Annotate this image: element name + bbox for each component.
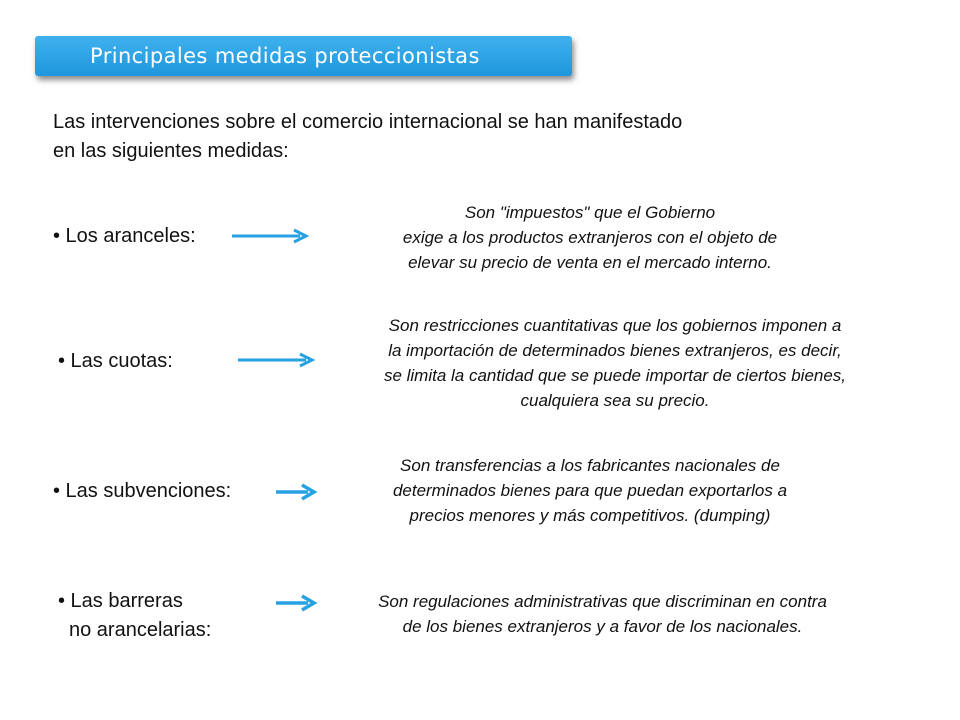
measure-label-subvenciones: • Las subvenciones: [53,480,232,502]
measure-description-cuotas [315,313,915,413]
description-line: Son transferencias a los fabricantes nacionales de [400,456,780,475]
description-line: la importación de determinados bienes extranjeros, es decir, [388,341,842,360]
measure-label-aranceles: • Los aranceles: [53,225,196,247]
measure-description-barreras [315,589,890,639]
intro-line-1: Las intervenciones sobre el comercio internacional se han manifestado [53,111,683,133]
description-line: Son restricciones cuantitativas que los gobiernos imponen a [388,316,842,335]
measure-label-line-2: no arancelarias: [69,619,212,641]
description-line: Son regulaciones administrativas que discriminan en contra [378,592,827,611]
intro-line-2: en las siguientes medidas: [53,140,289,162]
measure-label-barreras [58,587,211,645]
measure-label-cuotas: • Las cuotas: [58,350,173,372]
description-line: cualquiera sea su precio. [520,391,710,410]
measure-label-line-1: • Las barreras [58,590,183,612]
title-banner [35,36,572,76]
description-line: Son "impuestos" que el Gobierno [464,203,716,222]
intro-paragraph [53,108,853,166]
page-title: Principales medidas proteccionistas [90,44,480,68]
description-line: exige a los productos extranjeros con el objeto de [402,228,778,247]
description-line: determinados bienes para que puedan exportarlos a [392,481,788,500]
description-line: de los bienes extranjeros y a favor de los nacionales. [402,617,803,636]
description-line: elevar su precio de venta en el mercado interno. [408,253,772,272]
measure-description-aranceles [330,200,850,275]
description-line: se limita la cantidad que se puede importar de ciertos bienes, [383,366,847,385]
arrow-right-icon [230,227,316,245]
arrow-right-icon [274,482,324,502]
arrow-right-icon [236,351,322,369]
description-line: precios menores y más competitivos. (dumping) [409,506,771,525]
measure-description-subvenciones [330,453,850,528]
